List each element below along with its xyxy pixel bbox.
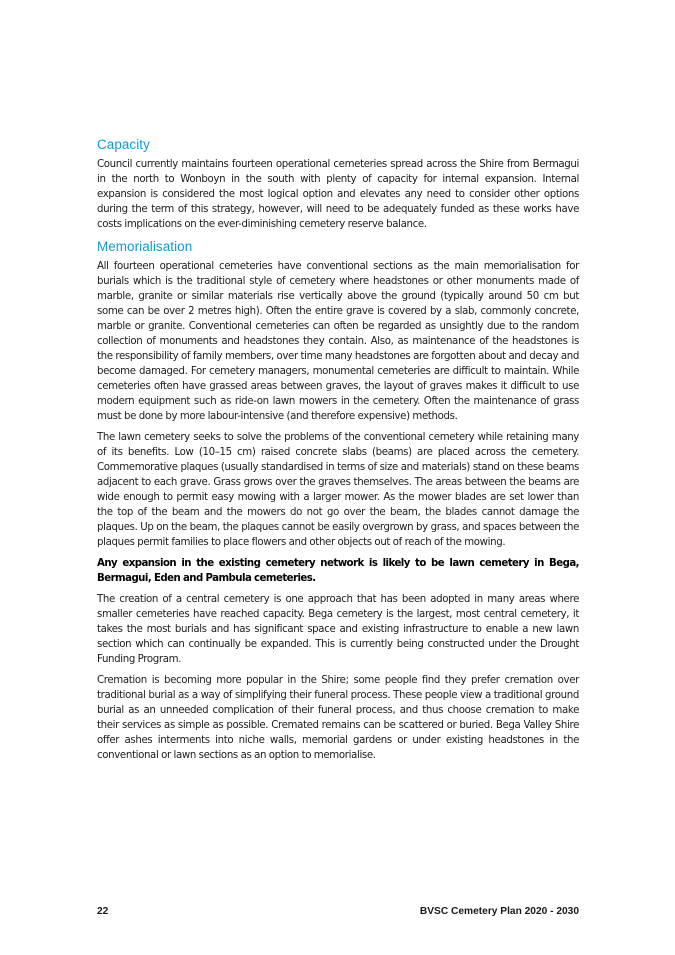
memorialisation-paragraph-lawn: The lawn cemetery seeks to solve the problems of the conventional cemetery while retaining many of its benefits. Low (10–15 cm) raised concrete slabs (beams) are placed across the cemetery. Commemorative plaques (usually standardised in terms of size and materials) stand on these beams adjacent to each grave. Grass grows over the graves themselves. The areas between the beams are wide enough to permit easy mowing with a larger mower. As the mower blades are set lower than the top of the beam and the mowers do not go over the beam, the blades cannot damage the plaques. Up on the beam, the plaques cannot be easily overgrown by grass, and spaces between the plaques permit families to place flowers and other objects out of reach of the mowing. [97,432,579,548]
document-title: BVSC Cemetery Plan 2020 - 2030 [419,906,579,917]
heading-capacity: Capacity [97,137,150,152]
memorialisation-paragraph-conventional: All fourteen operational cemeteries have conventional sections as the main memorialisation for burials which is the traditional style of cemetery where headstones or other monuments made of marble, granite or similar materials rise vertically above the ground (typically around 50 cm but some can be over 2 metres high). Often the entire grave is covered by a slab, commonly concrete, marble or granite. Conventional cemeteries can often be regarded as unsightly due to the random collection of monuments and headstones they contain. Also, as maintenance of the headstones is the responsibility of family members, over time many headstones are forgotten about and decay and become damaged. For cemetery managers, monumental cemeteries are difficult to maintain. While cemeteries often have grassed areas between graves, the layout of graves makes it difficult to use modern equipment such as ride-on lawn mowers in the cemetery. Often the maintenance of grass must be done by more labour-intensive (and therefore expensive) methods. [97,261,579,422]
memorialisation-paragraph-expansion: Any expansion in the existing cemetery network is likely to be lawn cemetery in Bega, Bermagui, Eden and Pambula cemeteries. [97,558,579,584]
capacity-paragraph: Council currently maintains fourteen operational cemeteries spread across the Shire from Bermagui in the north to Wonboyn in the south with plenty of capacity for internal expansion. Internal expansion is considered the most logical option and elevates any need to consider other options during the term of this strategy, however, will need to be adequately funded as these works have costs implications on the ever-diminishing cemetery reserve balance. [97,159,579,230]
page-number: 22 [97,906,109,917]
memorialisation-paragraph-central: The creation of a central cemetery is one approach that has been adopted in many areas where smaller cemeteries have reached capacity. Bega cemetery is the largest, most central cemetery, it takes the most burials and has significant space and existing infrastructure to enable a new lawn section which can continually be expanded. This is currently being constructed under the Drought Funding Program. [97,594,579,665]
heading-memorialisation: Memorialisation [97,239,193,254]
page-content [97,136,579,769]
memorialisation-paragraph-cremation: Cremation is becoming more popular in the Shire; some people find they prefer cremation over traditional burial as a way of simplifying their funeral process. These people view a traditional ground burial as an unneeded complication of their funeral process, and thus choose cremation to make their services as simple as possible. Cremated remains can be scattered or buried. Bega Valley Shire offer ashes interments into niche walls, memorial gardens or under existing headstones in the conventional or lawn sections as an option to memorialise. [97,675,579,761]
